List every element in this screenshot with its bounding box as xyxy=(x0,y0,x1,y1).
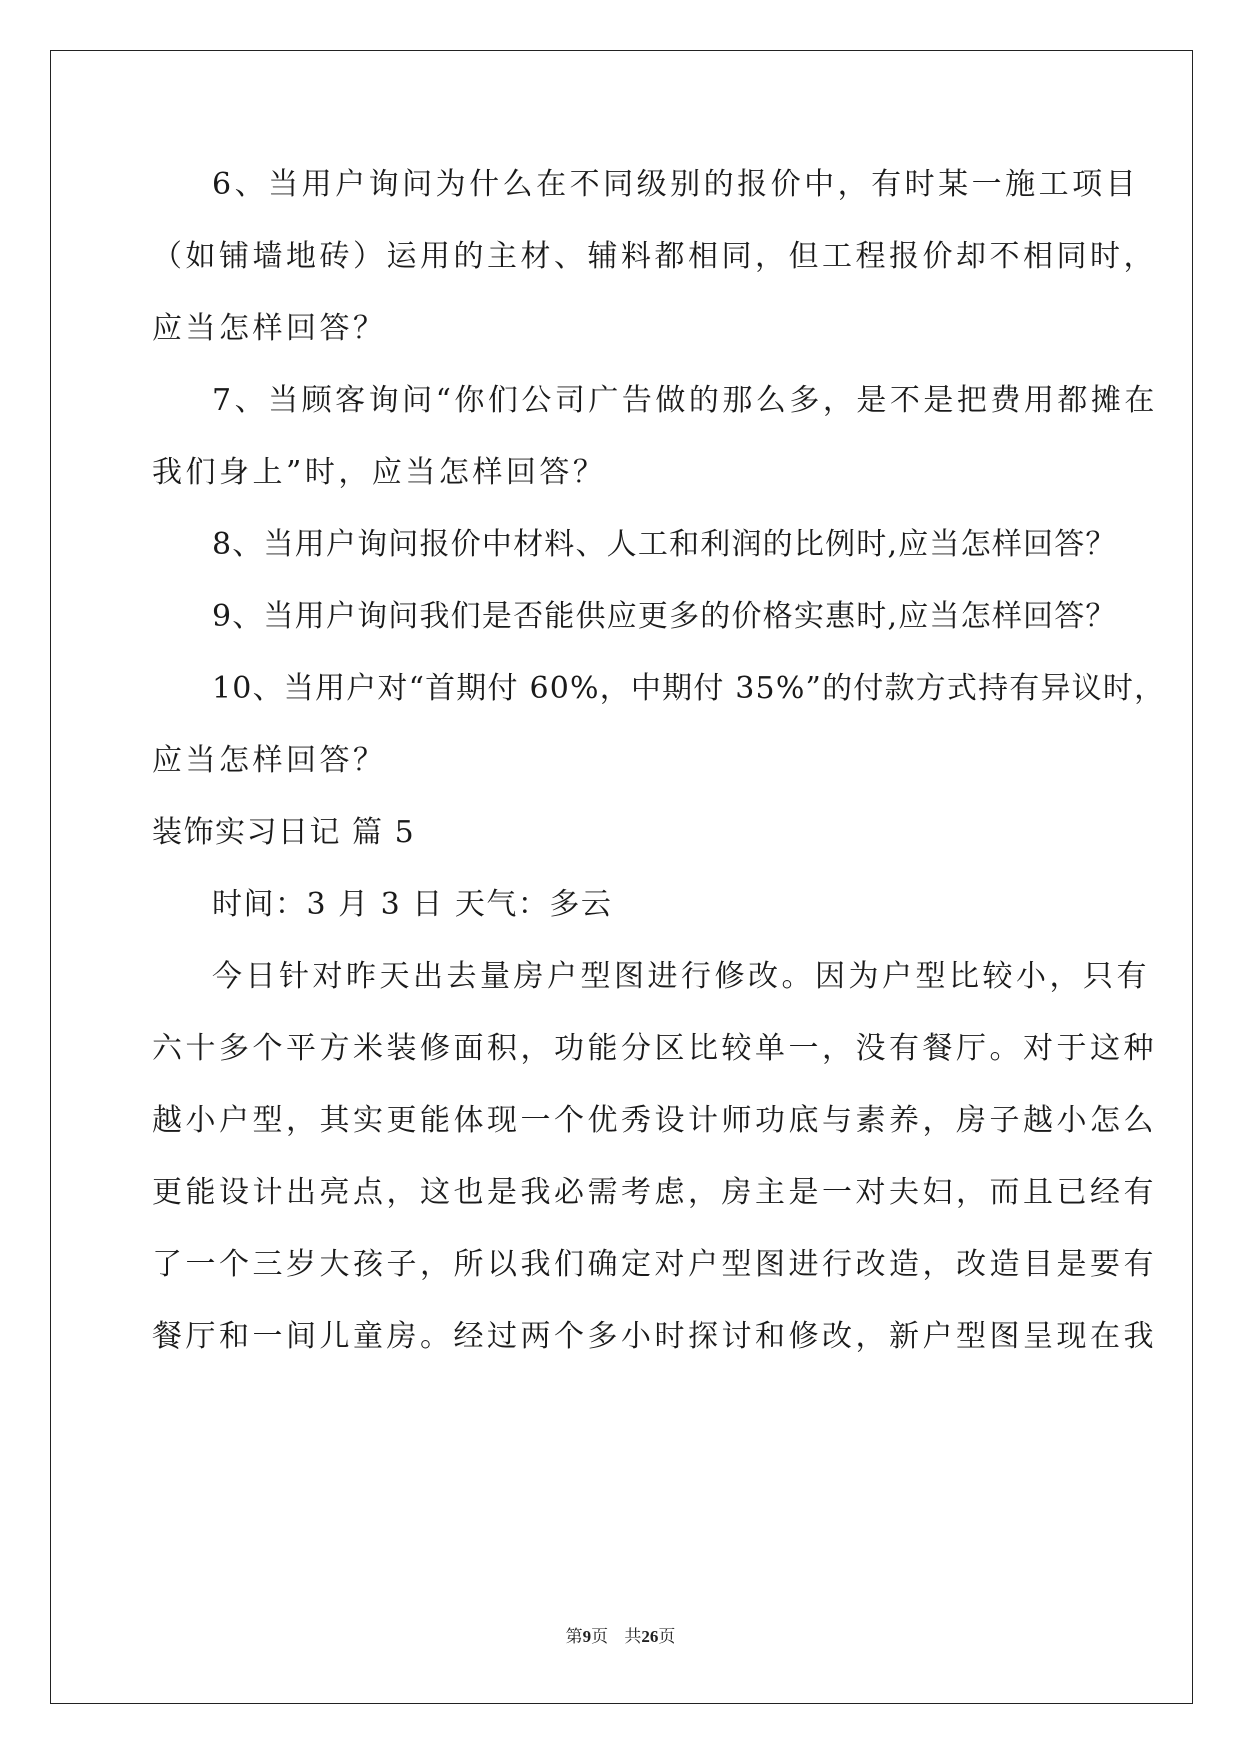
paragraph-line: 应当怎样回答？ xyxy=(152,311,387,346)
paragraph-line: 餐厅和一间儿童房。经过两个多小时探讨和修改，新户型图呈现在我 xyxy=(152,1319,1157,1354)
footer-total-label: 页 xyxy=(658,1627,676,1647)
paragraph-line: 越小户型，其实更能体现一个优秀设计师功底与素养，房子越小怎么 xyxy=(152,1103,1157,1138)
diary-date-weather: 时间：3 月 3 日 天气：多云 xyxy=(212,887,613,922)
paragraph-line: 10、当用户对“首期付 60%，中期付 35%”的付款方式持有异议时， xyxy=(212,671,1166,706)
footer-page-label: 页 xyxy=(591,1627,609,1647)
page-footer xyxy=(0,1622,1241,1647)
section-heading: 装饰实习日记 篇 5 xyxy=(152,815,416,850)
paragraph-line: 6、当用户询问为什么在不同级别的报价中，有时某一施工项目 xyxy=(212,167,1140,202)
paragraph-line: 更能设计出亮点，这也是我必需考虑，房主是一对夫妇，而且已经有 xyxy=(152,1175,1157,1210)
paragraph-line: 今日针对昨天出去量房户型图进行修改。因为户型比较小，只有 xyxy=(212,959,1150,994)
paragraph-line: 六十多个平方米装修面积，功能分区比较单一，没有餐厅。对于这种 xyxy=(152,1031,1157,1066)
footer-prefix: 第 xyxy=(565,1627,583,1647)
current-page-number: 9 xyxy=(582,1627,592,1646)
paragraph-line: 我们身上”时，应当怎样回答？ xyxy=(152,455,607,490)
paragraph-line: 7、当顾客询问“你们公司广告做的那么多，是不是把费用都摊在 xyxy=(212,383,1158,418)
page-border xyxy=(50,50,1193,1704)
total-pages-number: 26 xyxy=(641,1627,659,1646)
paragraph-line: 9、当用户询问我们是否能供应更多的价格实惠时,应当怎样回答？ xyxy=(212,599,1117,634)
paragraph-line: 了一个三岁大孩子，所以我们确定对户型图进行改造，改造目是要有 xyxy=(152,1247,1157,1282)
footer-total-prefix: 共 xyxy=(624,1627,642,1647)
paragraph-line: （如铺墙地砖）运用的主材、辅料都相同，但工程报价却不相同时， xyxy=(152,239,1157,274)
paragraph-line: 8、当用户询问报价中材料、人工和利润的比例时,应当怎样回答？ xyxy=(212,527,1117,562)
paragraph-line: 应当怎样回答？ xyxy=(152,743,387,778)
